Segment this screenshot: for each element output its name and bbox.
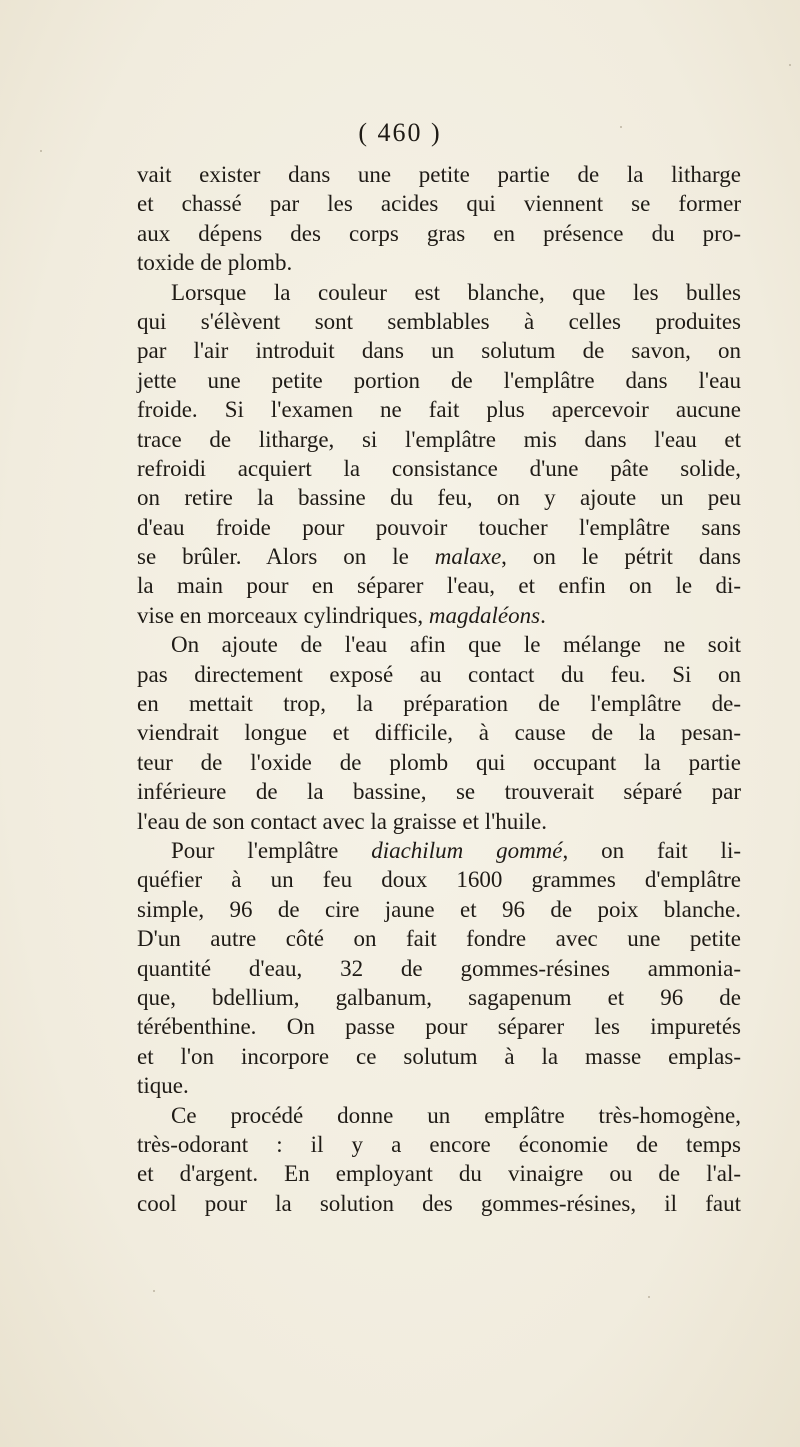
text-line: térébenthine. On passe pour séparer les impuretés xyxy=(137,1014,741,1040)
text-line: quantité d'eau, 32 de gommes-résines ammonia- xyxy=(137,955,741,981)
text-line: par l'air introduit dans un solutum de savon, on xyxy=(137,338,741,364)
text-line xyxy=(137,601,741,630)
italic-term-malaxe: malaxe xyxy=(434,544,502,570)
text-line: viendrait longue et difficile, à cause de la pesan- xyxy=(137,720,741,746)
text-line: refroidi acquiert la consistance d'une pâte solide, xyxy=(137,455,741,481)
paper-speck xyxy=(620,126,622,128)
text-line xyxy=(137,542,741,571)
text-run: se brûler. Alors on le xyxy=(137,544,435,570)
text-line: que, bdellium, galbanum, sagapenum et 96 de xyxy=(137,984,741,1010)
text-line: on retire la bassine du feu, on y ajoute un peu xyxy=(137,485,741,511)
text-run: Pour l'emplâtre xyxy=(171,837,372,863)
text-line: aux dépens des corps gras en présence du pro- xyxy=(137,220,741,246)
paper-speck xyxy=(648,1296,650,1298)
paper-speck xyxy=(789,64,791,66)
text-line: et l'on incorpore ce solutum à la masse emplas- xyxy=(137,1043,741,1069)
text-line: quéfier à un feu doux 1600 grammes d'emplâtre xyxy=(137,867,741,893)
paper-speck xyxy=(40,150,42,152)
text-run: , on le pétrit dans xyxy=(501,544,742,570)
paragraph-lorsque xyxy=(137,278,741,631)
text-line: l'eau de son contact avec la graisse et l'huile. xyxy=(137,808,547,834)
text-run: vise en morceaux cylindriques, xyxy=(137,602,429,628)
text-line: trace de litharge, si l'emplâtre mis dans l'eau et xyxy=(137,426,741,452)
text-line: Lorsque la couleur est blanche, que les bulles xyxy=(171,279,741,305)
text-line: On ajoute de l'eau afin que le mélange ne soit xyxy=(171,632,741,658)
text-line: cool pour la solution des gommes-résines, il faut xyxy=(137,1190,741,1216)
text-run: . xyxy=(540,602,546,628)
text-line: teur de l'oxide de plomb qui occupant la partie xyxy=(137,749,741,775)
text-line: simple, 96 de cire jaune et 96 de poix blanche. xyxy=(137,896,741,922)
text-line: inférieure de la bassine, se trouverait séparé par xyxy=(137,779,741,805)
text-run: , on fait li- xyxy=(562,837,741,863)
text-line: jette une petite portion de l'emplâtre dans l'eau xyxy=(137,367,741,393)
text-line: toxide de plomb. xyxy=(137,250,293,276)
text-line: qui s'élèvent sont semblables à celles produites xyxy=(137,308,741,334)
text-line: la main pour en séparer l'eau, et enfin on le di- xyxy=(137,573,741,599)
body-text xyxy=(137,160,741,1218)
text-line: pas directement exposé au contact du feu. Si on xyxy=(137,661,741,687)
text-line xyxy=(137,836,741,865)
text-line: d'eau froide pour pouvoir toucher l'emplâtre sans xyxy=(137,514,741,540)
page-number: ( 460 ) xyxy=(358,118,442,147)
text-line: et d'argent. En employant du vinaigre ou de l'al- xyxy=(137,1161,741,1187)
paragraph-continuation xyxy=(137,160,741,278)
paragraph-on-ajoute xyxy=(137,630,741,836)
paper-speck xyxy=(153,1290,155,1292)
italic-term-diachilum: diachilum gommé xyxy=(371,837,563,863)
text-line: D'un autre côté on fait fondre avec une petite xyxy=(137,926,741,952)
text-line: tique. xyxy=(137,1073,189,1099)
text-line: et chassé par les acides qui viennent se former xyxy=(137,191,741,217)
text-line: très-odorant : il y a encore économie de temps xyxy=(137,1131,741,1157)
text-line: froide. Si l'examen ne fait plus apercevoir aucune xyxy=(137,397,741,423)
italic-term-magdaleons: magdaléons xyxy=(428,602,541,628)
text-line: Ce procédé donne un emplâtre très-homogène, xyxy=(171,1102,741,1128)
text-line: en mettait trop, la préparation de l'emplâtre de- xyxy=(137,691,741,717)
paragraph-diachilum xyxy=(137,836,741,1101)
paragraph-ce-procede xyxy=(137,1101,741,1219)
text-line: vait exister dans une petite partie de la litharge xyxy=(137,162,741,187)
